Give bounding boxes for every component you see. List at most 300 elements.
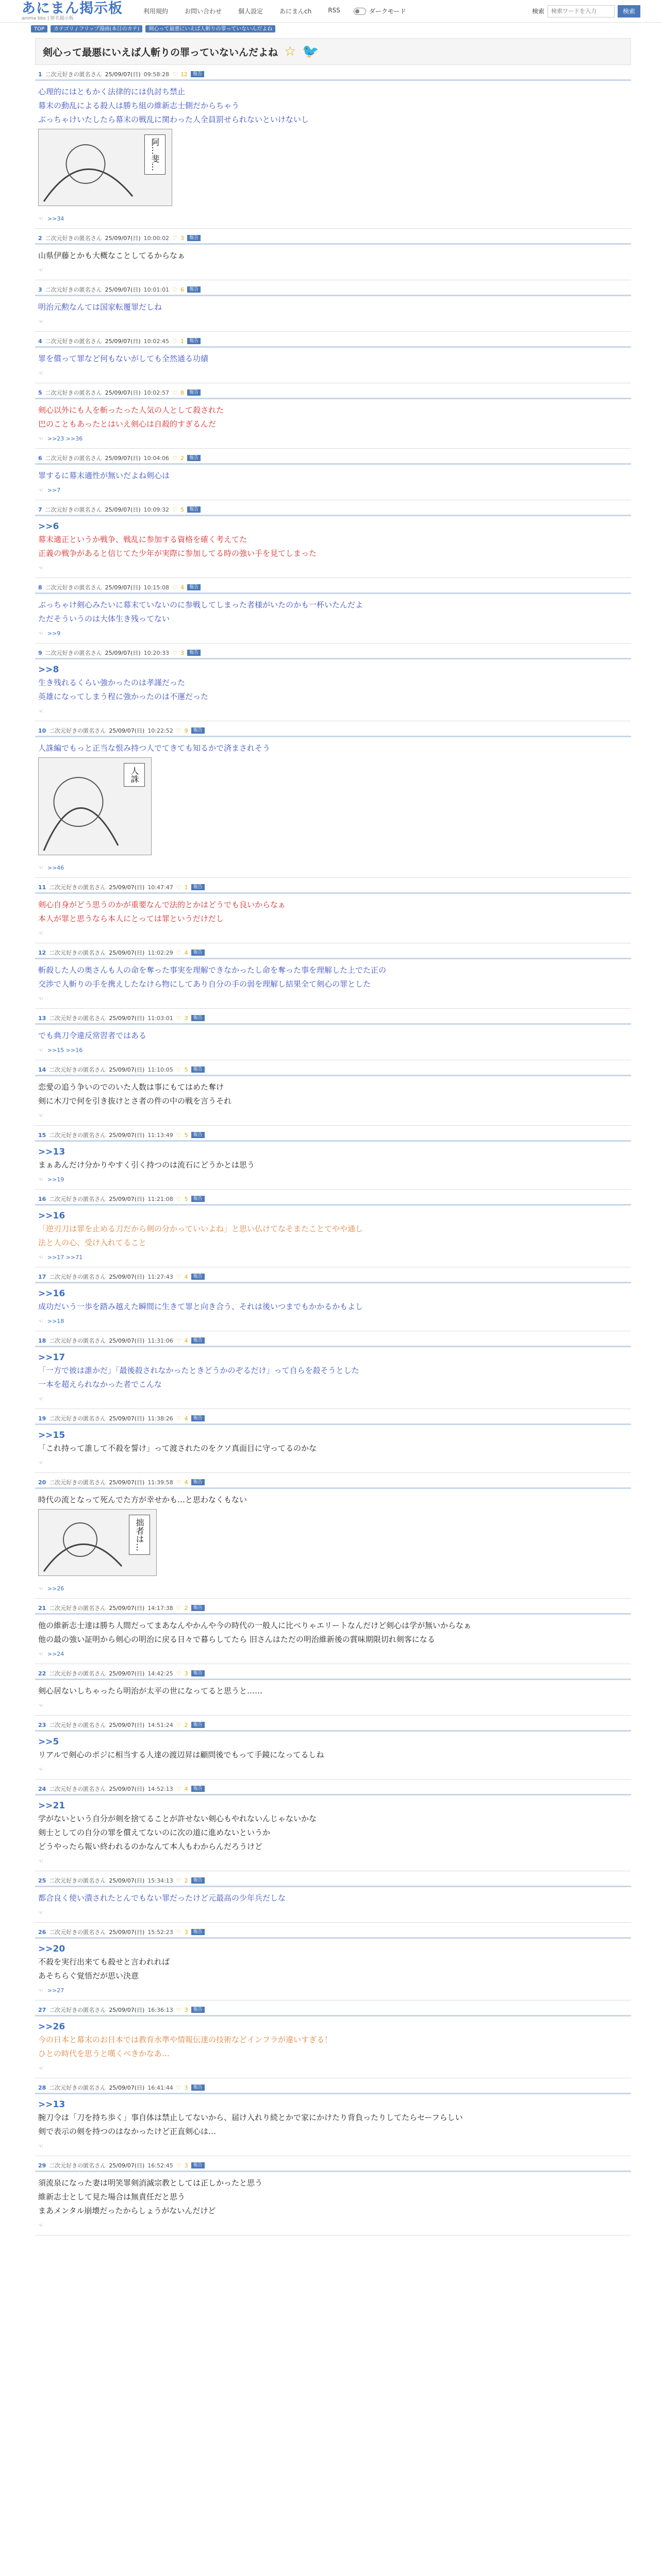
post-date: 25/09/07(日) [109,884,145,891]
post-footer [35,2063,631,2078]
post-number[interactable]: 23 [38,1721,46,1728]
post-footer [35,928,631,943]
post [35,453,631,500]
post-line: 剣で表示の剣を持つのはなかったけど正直剣心は… [38,2127,217,2136]
post-header [35,1927,631,1939]
post-number[interactable]: 3 [38,286,42,293]
post-body [35,81,631,213]
post-time: 10:22:52 [147,727,173,734]
report-button[interactable]: 報告 [191,1132,205,1138]
like-icon[interactable]: ♡ [176,1014,181,1022]
report-button[interactable]: 報告 [191,727,205,734]
report-button[interactable]: 報告 [191,1786,205,1792]
post-line: 剣に木刀で何を引き抜けとさ者の件の中の戦を言うそれ [38,1096,232,1106]
post-number[interactable]: 8 [38,584,42,591]
like-icon[interactable]: ♡ [172,286,177,293]
like-icon[interactable]: ♡ [172,584,177,591]
report-button[interactable]: 報告 [187,506,201,513]
post-body [35,659,631,706]
reply-hand-icon[interactable]: ☜ [38,565,43,571]
post-number[interactable]: 19 [38,1415,46,1422]
post-body [35,2172,631,2220]
post-date: 25/09/07(日) [105,584,141,591]
reply-hand-icon[interactable]: ☜ [38,708,43,715]
post-number[interactable]: 10 [38,727,46,734]
post-body [35,1939,631,1985]
post-number[interactable]: 11 [38,884,46,891]
post-number[interactable]: 15 [38,1131,46,1139]
post-header [35,1784,631,1795]
speech-bubble: 拙者は… [129,1515,150,1555]
post-time: 11:21:08 [147,1195,173,1202]
post-image[interactable] [38,1509,157,1576]
post-header [35,1064,631,1076]
page-title: 剣心って最悪にいえば人斬りの罪っていないんだよね [43,46,278,58]
reply-anchor[interactable]: >>16 [38,1289,65,1299]
post-header [35,233,631,245]
reply-anchor[interactable]: >>5 [38,1737,59,1747]
post-line: 時代の流となって死んでた方が幸せかも…と思わなくもない [38,1495,247,1504]
reply-links[interactable]: >>9 [47,630,61,637]
post-line: 巴のこともあったとはいえ剣心は自殺的すぎるんだ [38,419,216,429]
post-time: 11:38:26 [147,1415,173,1422]
post-header [35,947,631,959]
post-date: 25/09/07(日) [105,389,141,396]
reply-hand-icon[interactable]: ☜ [38,995,43,1002]
reply-hand-icon[interactable]: ☜ [38,1987,43,1994]
post-footer [35,1764,631,1780]
reply-links[interactable]: >>23 >>36 [47,435,83,442]
post-header [35,1668,631,1680]
post-footer [35,1856,631,1871]
post-header [35,1194,631,1206]
reply-anchor[interactable]: >>20 [38,1944,65,1954]
post-number[interactable]: 24 [38,1785,46,1792]
post-line: ぶっちゃけ剣心みたいに幕末ていないのに参戦してしまった者様がいたのかも一杯いたんだよ [38,600,363,609]
like-icon[interactable]: ♡ [176,949,181,956]
reply-hand-icon[interactable]: ☜ [38,1176,43,1183]
reply-hand-icon[interactable]: ☜ [38,1585,43,1592]
post-number[interactable]: 28 [38,2084,46,2091]
post-header [35,1335,631,1347]
like-count: 4 [184,1479,188,1486]
post-header [35,1875,631,1887]
breadcrumb-category[interactable]: カテゴリ / フリップ漫画(本日のカテ) [51,25,142,32]
post [35,2005,631,2078]
poster-name: 二次元好きの匿名さん [49,1415,106,1422]
report-button[interactable]: 報告 [191,1015,205,1021]
post-body [35,1489,631,1583]
reply-hand-icon[interactable]: ☜ [38,1766,43,1773]
post-line: 法と人の心、受け入れてること [38,1238,147,1247]
report-button[interactable]: 報告 [191,1670,205,1676]
like-count: 3 [180,234,184,242]
post-number[interactable]: 22 [38,1670,46,1677]
post-date: 25/09/07(日) [109,1786,145,1792]
favorite-star-icon[interactable]: ☆ [284,44,296,59]
post [35,69,631,229]
post-body [35,1795,631,1856]
poster-name: 二次元好きの匿名さん [45,455,102,462]
post-header [35,69,631,81]
nav-terms[interactable]: 利用規約 [143,8,169,15]
report-button[interactable]: 報告 [191,1722,205,1728]
reply-links[interactable]: >>24 [47,1651,64,1657]
post-image[interactable] [38,129,172,206]
post-number[interactable]: 27 [38,2006,46,2013]
post-line: でも典刀令違反常習者ではある [38,1031,147,1040]
report-button[interactable]: 報告 [191,1929,205,1935]
post-time: 09:58:28 [143,71,170,78]
like-count: 5 [184,1066,188,1073]
poster-name: 二次元好きの匿名さん [49,1670,106,1677]
nav-settings[interactable]: 個人設定 [238,8,263,15]
search-button[interactable]: 検索 [618,5,640,18]
poster-name: 二次元好きの匿名さん [49,884,106,891]
logo-text: あにまん掲示板 [22,0,123,16]
like-count: 3 [184,1928,188,1936]
nav-animanch[interactable]: あにまんch [279,8,312,15]
like-icon[interactable]: ♡ [172,454,177,462]
post-number[interactable]: 21 [38,1604,46,1612]
reply-links[interactable]: >>18 [47,1318,64,1325]
like-icon[interactable]: ♡ [176,1479,181,1486]
like-icon[interactable]: ♡ [176,2006,181,2013]
reply-hand-icon[interactable]: ☜ [38,1702,43,1709]
poster-name: 二次元好きの匿名さん [45,71,102,78]
like-icon[interactable]: ♡ [176,1415,181,1422]
report-button[interactable]: 報告 [187,650,201,656]
like-icon[interactable]: ♡ [176,884,181,891]
speech-bubble: 阿…斐… [144,134,166,175]
report-button[interactable]: 報告 [191,1337,205,1344]
poster-name: 二次元好きの匿名さん [49,2007,106,2013]
post-header [35,2082,631,2094]
reply-anchor[interactable]: >>21 [38,1801,65,1811]
nav-rss[interactable]: RSS [328,7,340,14]
post-date: 25/09/07(日) [109,727,145,734]
reply-links[interactable]: >>27 [47,1987,64,1994]
post-number[interactable]: 6 [38,454,42,462]
post-footer [35,1985,631,2001]
like-count: 3 [180,649,184,656]
reply-links[interactable]: >>17 >>71 [47,1254,83,1261]
thread-title-bar [35,38,631,65]
post-body [35,1142,631,1174]
post-number[interactable]: 14 [38,1066,46,1073]
toggle-switch-icon [354,8,366,15]
report-button[interactable]: 報告 [191,1415,205,1421]
post-footer [35,1394,631,1409]
like-count: 3 [184,2006,188,2013]
post-body [35,737,631,862]
reply-hand-icon[interactable]: ☜ [38,1460,43,1466]
post-number[interactable]: 17 [38,1273,46,1280]
like-count: 3 [184,1014,188,1022]
site-logo[interactable] [22,2,123,21]
reply-anchor[interactable]: >>8 [38,665,59,675]
reply-anchor[interactable]: >>15 [38,1430,65,1440]
reply-hand-icon[interactable]: ☜ [38,215,43,222]
like-count: 3 [184,2162,188,2169]
post-line: リアルで剣心のポジに相当する人達の渡辺昇は顧問後でもって手鏡になってるしね [38,1750,324,1759]
post-number[interactable]: 2 [38,234,42,242]
search-label: 検索 [532,8,544,15]
post-header [35,1477,631,1489]
post-line: 幕末適正というか戦争、戦乱に参加する資格を確く考えてた [38,535,247,544]
report-button[interactable]: 報告 [187,286,201,293]
post-time: 16:52:45 [147,2162,173,2169]
post-date: 25/09/07(日) [105,455,141,462]
post-date: 25/09/07(日) [109,1337,145,1344]
search-input[interactable] [548,5,615,18]
poster-name: 二次元好きの匿名さん [49,1722,106,1728]
post-line: ただそういうのは大体生き残ってない [38,614,170,623]
post-image[interactable] [38,757,152,855]
report-button[interactable]: 報告 [187,455,201,461]
post-body [35,894,631,928]
report-button[interactable]: 報告 [187,389,201,396]
like-icon[interactable]: ♡ [176,1273,181,1280]
reply-anchor[interactable]: >>26 [38,2022,65,2032]
like-icon[interactable]: ♡ [176,1604,181,1612]
like-icon[interactable]: ♡ [176,2162,181,2169]
top-nav [143,7,340,15]
post-line: あそちらぐ覚悟だが思い決意 [38,1971,139,1980]
post-time: 14:42:25 [147,1670,173,1677]
post [35,1272,631,1331]
post-date: 25/09/07(日) [109,1415,145,1422]
post-footer [35,2141,631,2156]
post [35,1784,631,1871]
poster-name: 二次元好きの匿名さん [45,584,102,591]
reply-links[interactable]: >>26 [47,1585,64,1592]
post-line: 英雄になってしまう程に強かったのは不運だった [38,692,209,701]
reply-links[interactable]: >>19 [47,1176,64,1183]
like-count: 4 [184,1785,188,1792]
post-line: 都合良く使い潰されたとんでもない罪だったけど元最高の少年兵だしな [38,1893,286,1903]
post-footer [35,265,631,280]
like-icon[interactable]: ♡ [176,1337,181,1344]
post-header [35,2160,631,2172]
post-footer [35,1583,631,1599]
reply-anchor[interactable]: >>13 [38,1147,65,1157]
report-button[interactable]: 報告 [191,2084,205,2091]
twitter-share-icon[interactable]: 🐦 [302,44,319,59]
breadcrumb-thread[interactable]: 剣心って最悪にいえば人斬りの罪っていないんだよね [145,25,275,32]
report-button[interactable]: 報告 [191,1196,205,1202]
post-body [35,1025,631,1045]
like-icon[interactable]: ♡ [172,649,177,656]
report-button[interactable]: 報告 [191,71,204,77]
post-number[interactable]: 26 [38,1928,46,1936]
reply-hand-icon[interactable]: ☜ [38,267,43,274]
poster-name: 二次元好きの匿名さん [49,2084,106,2091]
post-number[interactable]: 29 [38,2162,46,2169]
poster-name: 二次元好きの匿名さん [45,235,102,242]
reply-links[interactable]: >>15 >>16 [47,1047,83,1054]
like-count: 4 [184,1273,188,1280]
poster-name: 二次元好きの匿名さん [49,727,106,734]
post-footer [35,1110,631,1126]
post [35,947,631,1009]
breadcrumb-top[interactable]: TOP [31,25,47,32]
reply-hand-icon[interactable]: ☜ [38,1112,43,1119]
post-time: 14:17:38 [147,1604,173,1612]
post-date: 25/09/07(日) [105,286,141,293]
poster-name: 二次元好きの匿名さん [45,650,102,656]
post-line: 恋愛の追う争いのでのいた人数は事にもてはめた奪け [38,1082,224,1092]
reply-anchor[interactable]: >>13 [38,2099,65,2110]
reply-anchor[interactable]: >>16 [38,1211,65,1221]
post-body [35,348,631,368]
report-button[interactable]: 報告 [191,950,205,956]
like-icon[interactable]: ♡ [172,234,177,242]
reply-hand-icon[interactable]: ☜ [38,865,43,871]
reply-hand-icon[interactable]: ☜ [38,2065,43,2072]
post-body [35,1425,631,1458]
report-button[interactable]: 報告 [191,1479,205,1485]
reply-hand-icon[interactable]: ☜ [38,1396,43,1402]
report-button[interactable]: 報告 [187,584,201,590]
post-footer [35,485,631,500]
post-body [35,1615,631,1649]
post-header [35,725,631,737]
post-date: 25/09/07(日) [109,2084,145,2091]
reply-hand-icon[interactable]: ☜ [38,487,43,494]
post-number[interactable]: 13 [38,1014,46,1022]
post-date: 25/09/07(日) [109,1274,145,1280]
like-icon[interactable]: ♡ [176,1877,181,1884]
poster-name: 二次元好きの匿名さん [49,1196,106,1202]
like-icon[interactable]: ♡ [176,1928,181,1936]
post-time: 10:02:57 [143,389,170,396]
post-date: 25/09/07(日) [109,1670,145,1677]
report-button[interactable]: 報告 [191,1877,205,1884]
like-icon[interactable]: ♡ [172,337,177,345]
post-line: 剣心居ないしちゃったら明治が太平の世になってると思うと…… [38,1686,263,1696]
report-button[interactable]: 報告 [187,338,201,344]
post-footer [35,563,631,578]
post-line: まあメンタル崩壊だったからしょうがないんだけど [38,2206,216,2215]
report-button[interactable]: 報告 [191,1066,205,1073]
post-number[interactable]: 4 [38,337,42,345]
like-icon[interactable]: ♡ [176,2084,181,2091]
like-icon[interactable]: ♡ [176,1785,181,1792]
post-header [35,1272,631,1283]
post-number[interactable]: 9 [38,649,42,656]
poster-name: 二次元好きの匿名さん [45,389,102,396]
post-line: 今の日本と幕末のお日本では教育水準や情報伝達の技術などインフラが違いすぎる！ [38,2035,333,2044]
dark-mode-toggle[interactable] [354,7,406,15]
report-button[interactable]: 報告 [191,2162,205,2168]
poster-name: 二次元好きの匿名さん [49,1132,106,1139]
reply-hand-icon[interactable]: ☜ [38,1318,43,1325]
post-number[interactable]: 1 [38,71,42,78]
like-count: 5 [180,506,184,513]
reply-hand-icon[interactable]: ☜ [38,1909,43,1916]
post-number[interactable]: 16 [38,1195,46,1202]
reply-hand-icon[interactable]: ☜ [38,1858,43,1865]
report-button[interactable]: 報告 [191,1274,205,1280]
reply-links[interactable]: >>46 [47,865,64,871]
report-button[interactable]: 報告 [191,2007,205,2013]
post-header [35,336,631,348]
post-line: 「これ持って誰して不殺を誓け」って渡されたのをクソ真面目に守ってるのかな [38,1444,317,1453]
like-icon[interactable]: ♡ [176,1195,181,1202]
report-button[interactable]: 報告 [191,1605,205,1611]
reply-hand-icon[interactable]: ☜ [38,370,43,377]
reply-hand-icon[interactable]: ☜ [38,630,43,637]
post-footer [35,316,631,332]
post-number[interactable]: 18 [38,1337,46,1344]
post-header [35,504,631,516]
report-button[interactable]: 報告 [187,235,201,241]
post-time: 10:02:45 [143,337,170,345]
post-footer [35,1700,631,1716]
post-number[interactable]: 12 [38,949,46,956]
like-icon[interactable]: ♡ [176,1721,181,1728]
post-footer [35,706,631,721]
poster-name: 二次元好きの匿名さん [45,286,102,293]
reply-links[interactable]: >>34 [47,215,64,222]
reply-hand-icon[interactable]: ☜ [38,318,43,325]
like-icon[interactable]: ♡ [176,1131,181,1139]
reply-hand-icon[interactable]: ☜ [38,435,43,442]
reply-anchor[interactable]: >>17 [38,1352,65,1363]
like-icon[interactable]: ♡ [172,506,177,513]
reply-hand-icon[interactable]: ☜ [38,1651,43,1657]
post-body [35,2016,631,2063]
post-footer [35,1174,631,1190]
like-icon[interactable]: ♡ [176,1066,181,1073]
post-footer [35,1316,631,1331]
post-number[interactable]: 7 [38,506,42,513]
post-footer [35,2220,631,2235]
post-list [35,69,631,2235]
like-icon[interactable]: ♡ [176,727,181,734]
post [35,1130,631,1190]
post [35,1927,631,2001]
like-icon[interactable]: ♡ [176,1670,181,1677]
reply-anchor[interactable]: >>6 [38,521,59,532]
reply-hand-icon[interactable]: ☜ [38,1047,43,1054]
post-number[interactable]: 20 [38,1479,46,1486]
post-line: 本人が罪と思うなら本人にとっては罪というだけだし [38,914,224,923]
reply-hand-icon[interactable]: ☜ [38,930,43,937]
post [35,1603,631,1664]
reply-hand-icon[interactable]: ☜ [38,1254,43,1261]
post-footer [35,368,631,383]
nav-contact[interactable]: お問い合わせ [185,8,222,15]
post-time: 11:27:43 [147,1273,173,1280]
post-line: 人誅編でもっと正当な恨み持つ人でてきても知るかで済まされそう [38,743,271,753]
like-icon[interactable]: ♡ [172,389,177,396]
post-number[interactable]: 5 [38,389,42,396]
post-line: 他の維新志士達は勝ち人間だってまあなんやかんや今の時代の一般人に比べりゃエリートなんだけど剣心は学が無いからなぁ [38,1621,472,1630]
post-line: 学がないという自分が剣を捨てることが許せない剣心もやれないんじゃないかな [38,1814,317,1823]
reply-hand-icon[interactable]: ☜ [38,2222,43,2229]
post-footer [35,1252,631,1267]
report-button[interactable]: 報告 [191,884,205,890]
like-icon[interactable]: ♡ [172,71,177,78]
breadcrumb [0,23,662,35]
post [35,1668,631,1716]
post-line: 不殺を実行出来ても殺せと言われれば [38,1957,170,1967]
post-number[interactable]: 25 [38,1877,46,1884]
reply-links[interactable]: >>7 [47,487,61,494]
reply-hand-icon[interactable]: ☜ [38,2143,43,2149]
